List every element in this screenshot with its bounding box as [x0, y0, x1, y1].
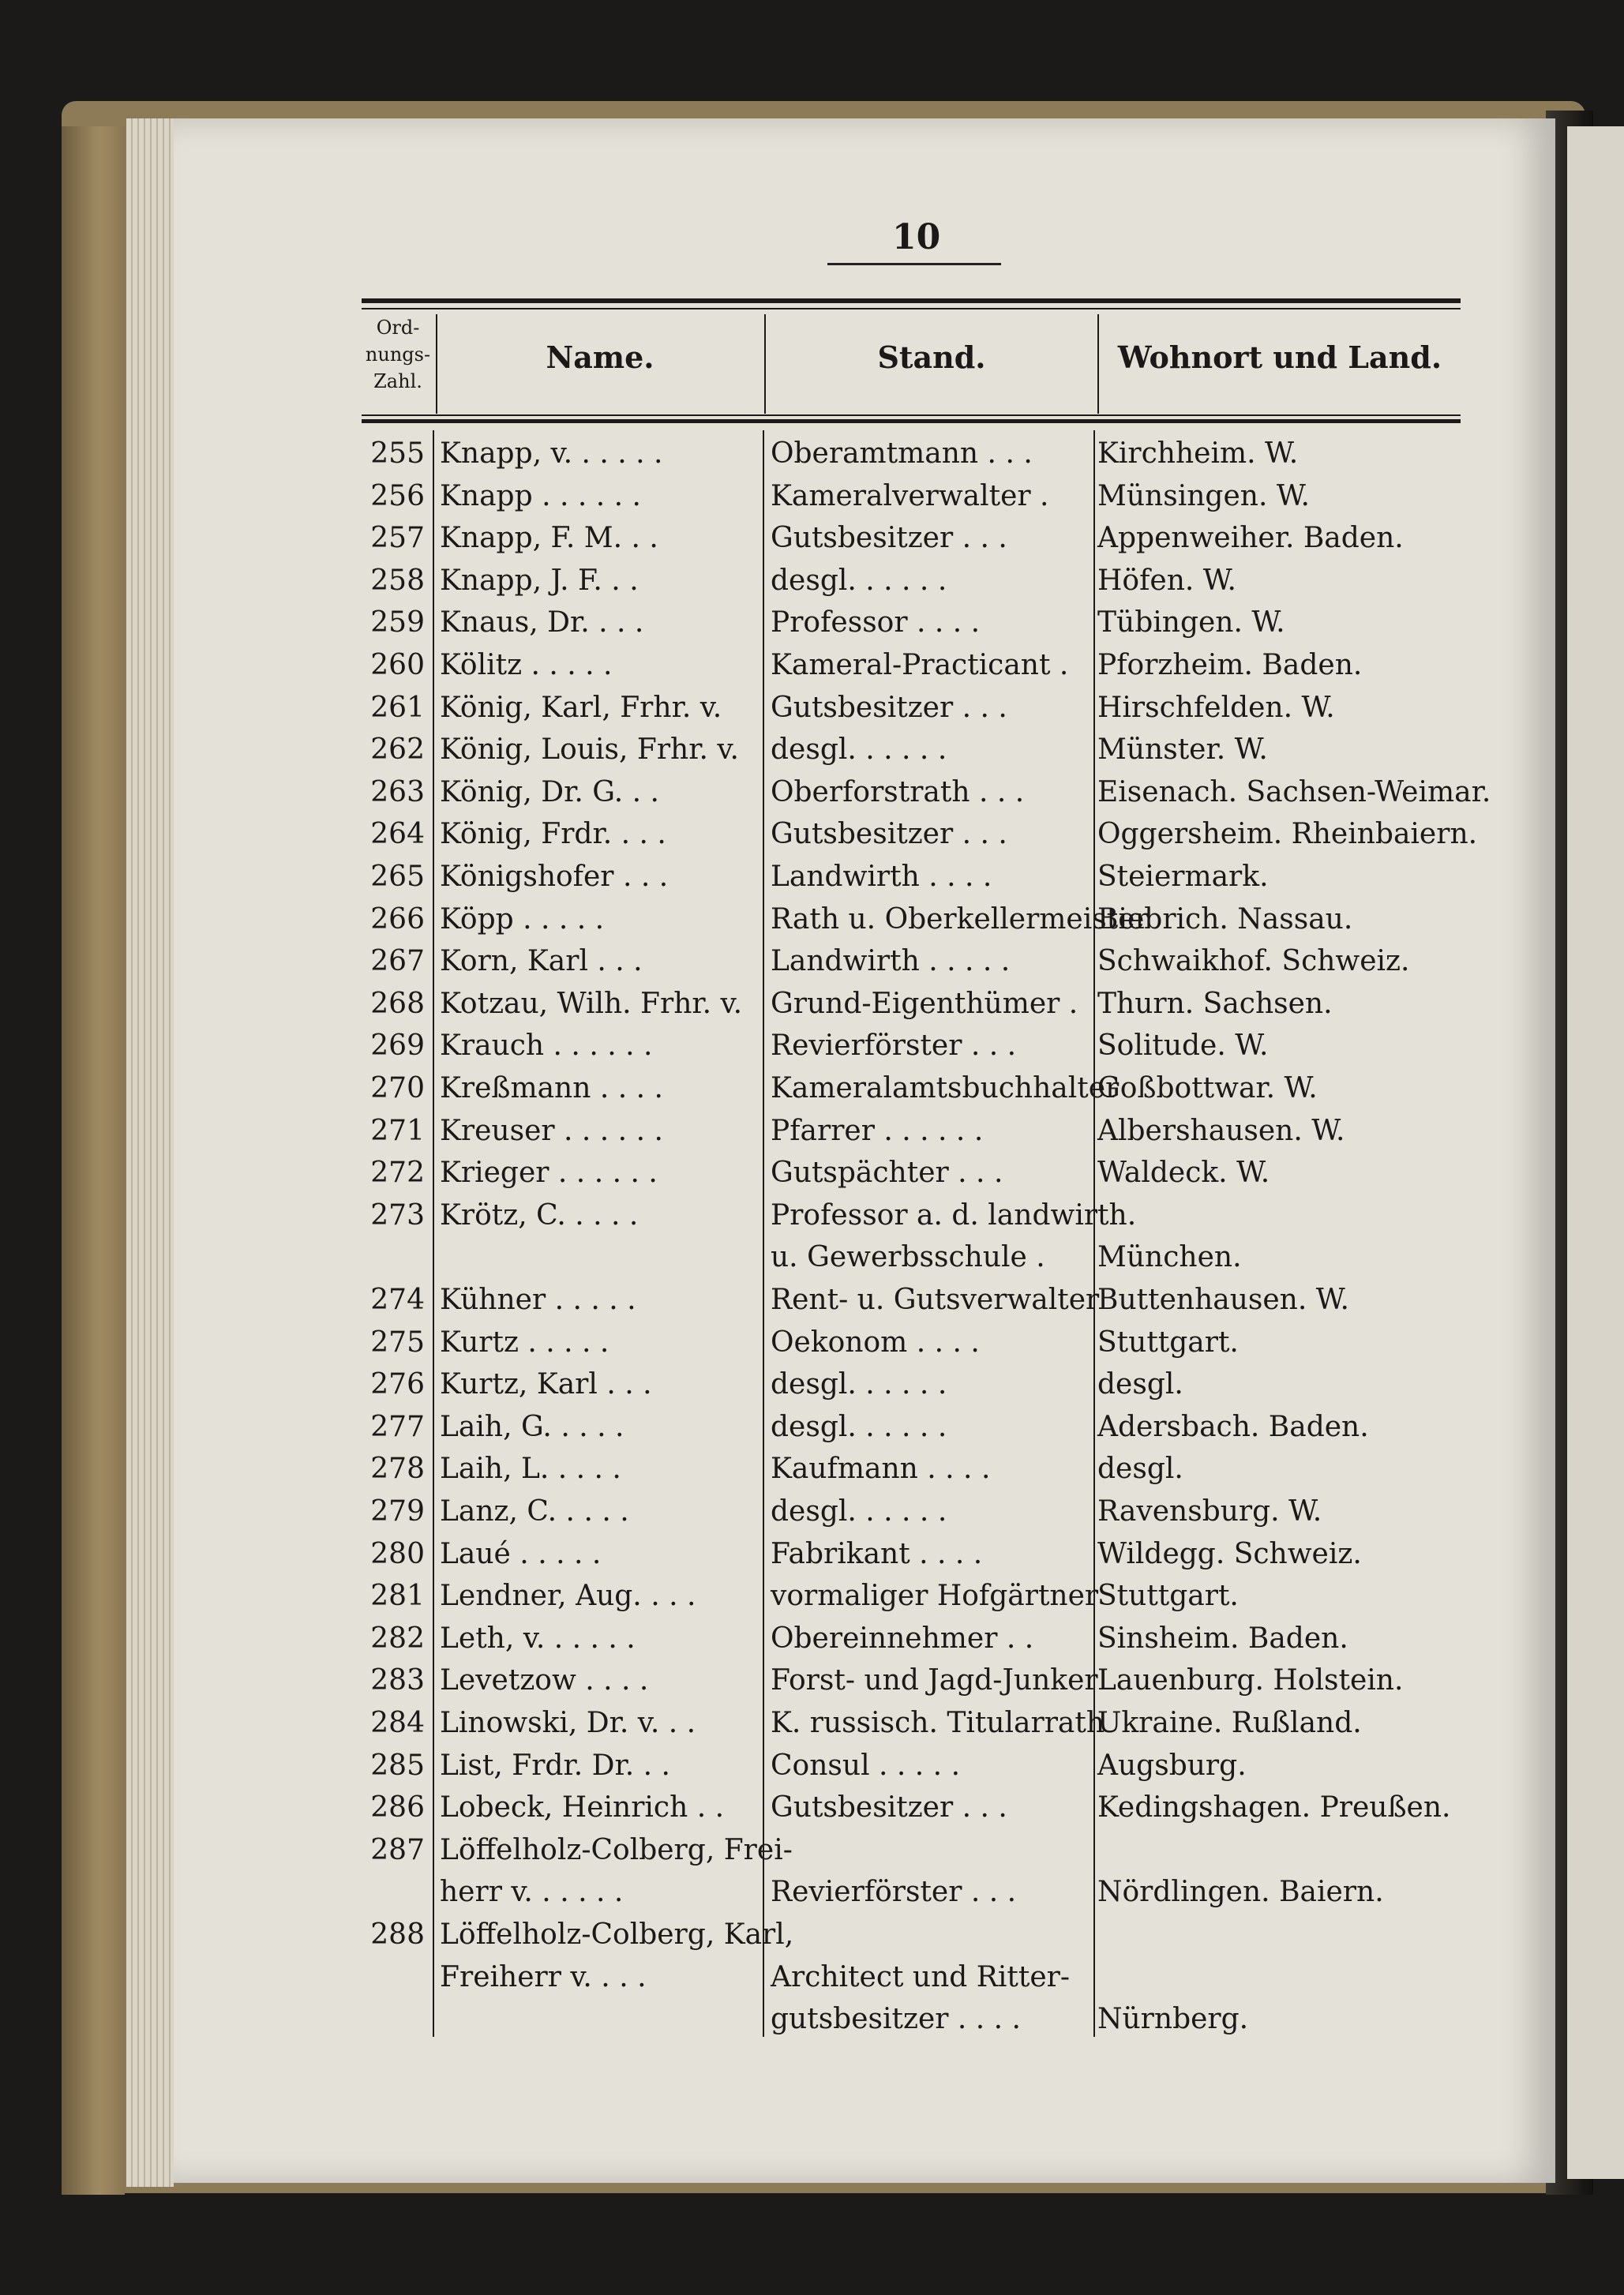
row-name: Leth, v. . . . . .	[440, 1622, 636, 1655]
row-number: 256	[370, 479, 425, 512]
page-number-rule	[827, 263, 1001, 265]
row-number: 269	[370, 1029, 425, 1063]
row-wohnort: Nördlingen. Baiern.	[1097, 1876, 1384, 1909]
row-number: 275	[370, 1326, 425, 1359]
row-name: Knapp, J. F. . .	[440, 564, 639, 597]
header-divider-2	[764, 314, 766, 414]
row-wohnort: Nürnberg.	[1097, 2003, 1249, 2036]
row-wohnort: Kirchheim. W.	[1097, 437, 1299, 470]
row-number: 265	[370, 861, 425, 893]
column-divider-2	[763, 430, 764, 2037]
row-number: 264	[370, 818, 425, 851]
row-wohnort: Hirschfelden. W.	[1097, 691, 1335, 724]
row-name: Kölitz . . . . .	[440, 649, 613, 681]
row-wohnort: Solitude. W.	[1097, 1029, 1269, 1063]
row-wohnort: Thurn. Sachsen.	[1097, 987, 1333, 1020]
row-name: Kühner . . . . .	[440, 1284, 636, 1316]
row-name: Knaus, Dr. . . .	[440, 606, 644, 639]
row-stand: Rent- u. Gutsverwalter	[771, 1284, 1100, 1316]
row-stand: K. russisch. Titularrath	[771, 1707, 1105, 1739]
row-wohnort: Augsburg.	[1097, 1749, 1247, 1782]
row-stand: Kameralamtsbuchhalter	[771, 1072, 1120, 1104]
row-stand: u. Gewerbsschule .	[771, 1241, 1045, 1274]
row-name: Knapp, v. . . . . .	[440, 437, 663, 470]
row-wohnort: Stuttgart.	[1097, 1580, 1239, 1613]
row-stand: desgl. . . . . .	[771, 1410, 947, 1443]
row-number: 271	[370, 1114, 425, 1147]
row-wohnort: Waldeck. W.	[1097, 1157, 1270, 1190]
table-top-rule-thin	[362, 308, 1461, 309]
row-wohnort: Höfen. W.	[1097, 564, 1236, 597]
row-wohnort: Münsingen. W.	[1097, 479, 1310, 512]
row-name: Kreßmann . . . .	[440, 1072, 663, 1104]
row-stand: vormaliger Hofgärtner	[771, 1580, 1099, 1613]
row-stand: Obereinnehmer . .	[771, 1622, 1034, 1655]
row-name: Kreuser . . . . . .	[440, 1114, 663, 1147]
row-stand: desgl. . . . . .	[771, 733, 947, 767]
header-divider-3	[1097, 314, 1099, 414]
row-number: 262	[370, 733, 425, 767]
header-name: Name.	[546, 339, 654, 375]
row-name: König, Dr. G. . .	[440, 775, 659, 808]
header-number-line-3: Zahl.	[373, 370, 422, 392]
row-stand: Consul . . . . .	[771, 1749, 961, 1782]
header-number-line-1: Ord-	[376, 317, 420, 339]
row-stand: Gutsbesitzer . . .	[771, 522, 1007, 555]
row-stand: gutsbesitzer . . . .	[771, 2003, 1022, 2036]
row-name: Krötz, C. . . . .	[440, 1198, 639, 1232]
header-number	[362, 314, 434, 395]
row-wohnort: Wildegg. Schweiz.	[1097, 1537, 1362, 1570]
row-name: Kurtz . . . . .	[440, 1326, 609, 1359]
row-name: Laih, G. . . . .	[440, 1410, 624, 1443]
row-number: 268	[370, 987, 425, 1020]
row-name: Laih, L. . . . .	[440, 1453, 621, 1486]
table-top-rule	[362, 298, 1461, 303]
row-name: Knapp, F. M. . .	[440, 522, 658, 555]
row-number: 279	[370, 1495, 425, 1528]
row-wohnort: Oggersheim. Rheinbaiern.	[1097, 818, 1478, 851]
row-stand: Gutspächter . . .	[771, 1157, 1003, 1190]
row-name: Löffelholz-Colberg, Frei-	[440, 1833, 793, 1866]
row-number: 267	[370, 945, 425, 978]
row-wohnort: Eisenach. Sachsen-Weimar.	[1097, 775, 1491, 808]
row-stand: Gutsbesitzer . . .	[771, 1791, 1007, 1824]
row-name: Knapp . . . . . .	[440, 479, 641, 512]
row-wohnort: desgl.	[1097, 1368, 1183, 1401]
row-wohnort: Lauenburg. Holstein.	[1097, 1664, 1404, 1697]
row-number: 258	[370, 564, 425, 597]
row-stand: Gutsbesitzer . . .	[771, 691, 1007, 724]
row-name: König, Karl, Frhr. v.	[440, 691, 722, 724]
row-name: König, Louis, Frhr. v.	[440, 733, 739, 767]
row-name: Lobeck, Heinrich . .	[440, 1791, 725, 1824]
row-name: König, Frdr. . . .	[440, 818, 666, 851]
header-number-line-2: nungs-	[365, 343, 431, 366]
row-number: 282	[370, 1622, 425, 1655]
row-number: 280	[370, 1537, 425, 1570]
row-stand: Pfarrer . . . . . .	[771, 1114, 984, 1147]
row-name: List, Frdr. Dr. . .	[440, 1749, 670, 1782]
row-wohnort: Steiermark.	[1097, 861, 1269, 893]
row-stand: desgl. . . . . .	[771, 1368, 947, 1401]
row-number: 263	[370, 775, 425, 808]
row-stand: Forst- und Jagd-Junker	[771, 1664, 1098, 1697]
row-wohnort: Pforzheim. Baden.	[1097, 649, 1363, 681]
row-name: Lanz, C. . . . .	[440, 1495, 629, 1528]
row-stand: Oberforstrath . . .	[771, 775, 1025, 808]
header-bottom-rule	[362, 414, 1461, 416]
row-wohnort: Münster. W.	[1097, 733, 1268, 767]
row-wohnort: Kedingshagen. Preußen.	[1097, 1791, 1451, 1824]
row-wohnort: Ukraine. Rußland.	[1097, 1707, 1362, 1739]
row-name: Korn, Karl . . .	[440, 945, 643, 978]
row-number: 257	[370, 522, 425, 555]
row-wohnort: Biebrich. Nassau.	[1097, 902, 1353, 936]
row-stand: Kaufmann . . . .	[771, 1453, 991, 1486]
row-name: Krieger . . . . . .	[440, 1157, 658, 1190]
row-number: 281	[370, 1580, 425, 1613]
row-stand: Professor a. d. landwirth.	[771, 1198, 1137, 1232]
row-number: 287	[370, 1833, 425, 1866]
row-stand: desgl. . . . . .	[771, 1495, 947, 1528]
page-edges	[126, 118, 174, 2187]
row-wohnort: Albershausen. W.	[1097, 1114, 1345, 1147]
row-number: 260	[370, 649, 425, 681]
row-number: 283	[370, 1664, 425, 1697]
row-stand: Fabrikant . . . .	[771, 1537, 983, 1570]
row-wohnort: Stuttgart.	[1097, 1326, 1239, 1359]
row-wohnort: Schwaikhof. Schweiz.	[1097, 945, 1410, 978]
row-name: Linowski, Dr. v. . .	[440, 1707, 696, 1739]
row-wohnort: Buttenhausen. W.	[1097, 1284, 1349, 1316]
row-stand: Professor . . . .	[771, 606, 981, 639]
row-wohnort: Ravensburg. W.	[1097, 1495, 1322, 1528]
row-number: 259	[370, 606, 425, 639]
row-name: Königshofer . . .	[440, 861, 669, 893]
row-name: Laué . . . . .	[440, 1537, 602, 1570]
row-wohnort: Tübingen. W.	[1097, 606, 1285, 639]
row-number: 284	[370, 1707, 425, 1739]
row-number: 273	[370, 1198, 425, 1232]
row-number: 277	[370, 1410, 425, 1443]
row-number: 261	[370, 691, 425, 724]
row-number: 288	[370, 1918, 425, 1951]
row-stand: Revierförster . . .	[771, 1876, 1017, 1909]
row-name: Kotzau, Wilh. Frhr. v.	[440, 987, 743, 1020]
row-name: Freiherr v. . . .	[440, 1960, 647, 1993]
next-page-edge	[1567, 126, 1624, 2179]
row-name: Köpp . . . . .	[440, 902, 605, 936]
row-number: 276	[370, 1368, 425, 1401]
row-wohnort: Adersbach. Baden.	[1097, 1410, 1369, 1443]
row-number: 272	[370, 1157, 425, 1190]
row-wohnort: desgl.	[1097, 1453, 1183, 1486]
row-stand: Landwirth . . . . .	[771, 945, 1011, 978]
row-stand: Revierförster . . .	[771, 1029, 1017, 1063]
row-wohnort: München.	[1097, 1241, 1242, 1274]
row-number: 278	[370, 1453, 425, 1486]
header-bottom-rule-thick	[362, 419, 1461, 423]
page-number: 10	[892, 217, 941, 257]
book-spine	[62, 126, 125, 2195]
row-name: Lendner, Aug. . . .	[440, 1580, 696, 1613]
row-number: 285	[370, 1749, 425, 1782]
row-number: 255	[370, 437, 425, 470]
row-stand: Kameralverwalter .	[771, 479, 1049, 512]
row-wohnort: Appenweiher. Baden.	[1097, 522, 1404, 555]
row-number: 274	[370, 1284, 425, 1316]
row-stand: Oekonom . . . .	[771, 1326, 980, 1359]
row-stand: Oberamtmann . . .	[771, 437, 1033, 470]
header-stand: Stand.	[877, 339, 986, 375]
row-stand: Architect und Ritter-	[771, 1960, 1071, 1993]
row-wohnort: Goßbottwar. W.	[1097, 1072, 1318, 1104]
row-number: 270	[370, 1072, 425, 1104]
row-name: Krauch . . . . . .	[440, 1029, 653, 1063]
row-stand: Grund-Eigenthümer .	[771, 987, 1078, 1020]
row-name: Levetzow . . . .	[440, 1664, 649, 1697]
header-wohnort: Wohnort und Land.	[1117, 339, 1442, 375]
row-stand: Landwirth . . . .	[771, 861, 992, 893]
row-stand: Rath u. Oberkellermeister	[771, 902, 1149, 936]
row-stand: Gutsbesitzer . . .	[771, 818, 1007, 851]
column-divider-1	[433, 430, 434, 2037]
header-divider-1	[436, 314, 437, 414]
row-number: 286	[370, 1791, 425, 1824]
row-name: Löffelholz-Colberg, Karl,	[440, 1918, 794, 1951]
row-stand: desgl. . . . . .	[771, 564, 947, 597]
row-number: 266	[370, 902, 425, 936]
row-wohnort: Sinsheim. Baden.	[1097, 1622, 1348, 1655]
row-stand: Kameral-Practicant .	[771, 649, 1069, 681]
row-name: Kurtz, Karl . . .	[440, 1368, 652, 1401]
row-name: herr v. . . . . .	[440, 1876, 624, 1909]
